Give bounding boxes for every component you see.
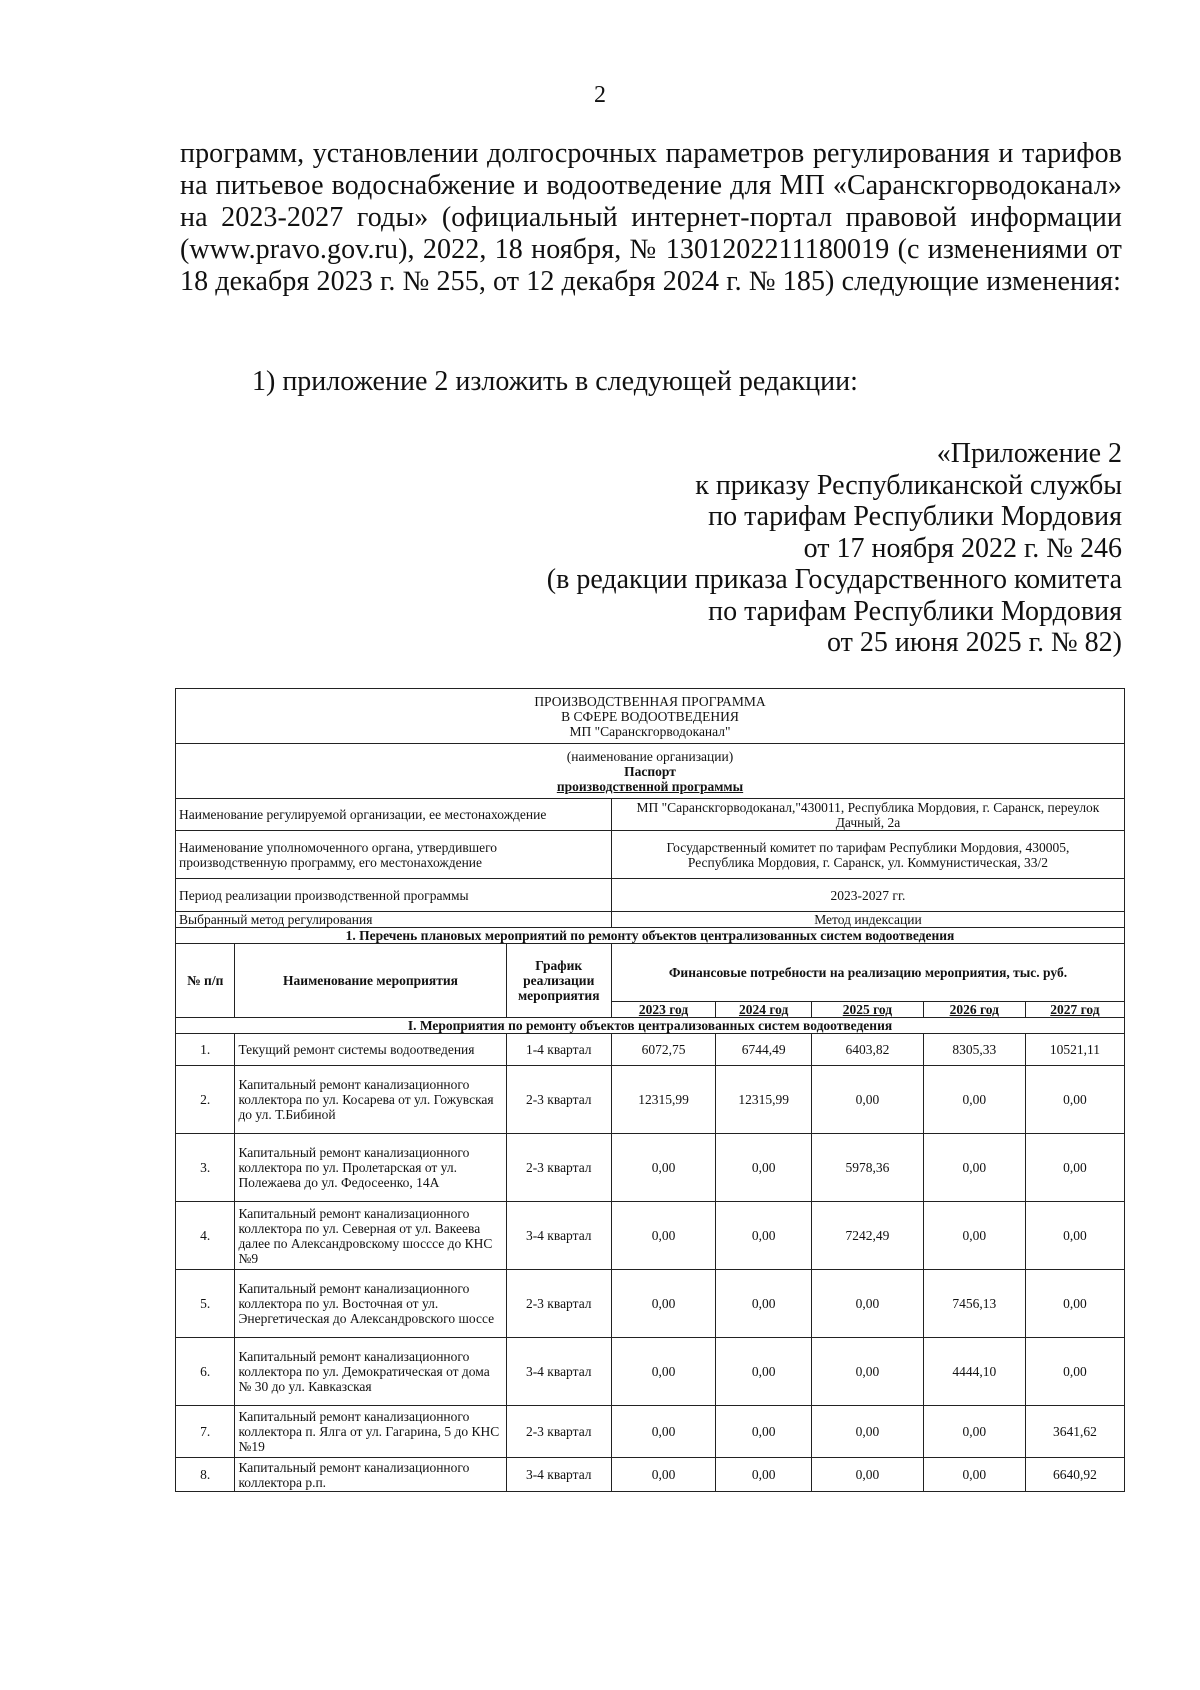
year-header: 2025 год [812,1002,924,1018]
row-num: 4. [176,1202,235,1270]
row-value-2026: 4444,10 [923,1338,1025,1406]
row-value-2023: 0,00 [611,1338,715,1406]
intro-line: на питьевое водоснабжение и водоотведение для МП «Саранскгорводоканал» [180,170,1122,201]
table-row [176,1458,1125,1492]
row-value-2023: 0,00 [611,1134,715,1202]
table-row [176,1066,1125,1134]
row-value-2025: 0,00 [812,1406,924,1458]
row-value-2024: 0,00 [716,1338,812,1406]
row-value-2025: 0,00 [812,1338,924,1406]
program-title-line: В СФЕРЕ ВОДООТВЕДЕНИЯ [561,708,739,724]
intro-line: (www.pravo.gov.ru), 2022, 18 ноября, № 1301202211180019 (с изменениями от [180,234,1122,265]
row-value-2025: 0,00 [812,1458,924,1492]
table-row [176,1034,1125,1066]
passport-title-line: производственной программы [556,778,744,794]
row-value-2023: 0,00 [611,1270,715,1338]
info-value: МП "Саранскгорводоканал,"430011, Республика Мордовия, г. Саранск, переулок Дачный, 2а [611,799,1124,831]
table-row [176,1202,1125,1270]
row-value-2027: 10521,11 [1025,1034,1124,1066]
row-name: Текущий ремонт системы водоотведения [235,1034,506,1066]
row-schedule: 3-4 квартал [506,1202,611,1270]
info-row [176,799,1125,831]
appendix-heading [460,438,1122,659]
row-value-2026: 0,00 [923,1202,1025,1270]
row-value-2027: 0,00 [1025,1270,1124,1338]
intro-paragraph [180,138,1122,298]
appendix-line: к приказу Республиканской службы [695,469,1122,501]
intro-line: на 2023-2027 годы» (официальный интернет-портал правовой информации [180,202,1122,233]
row-value-2026: 8305,33 [923,1034,1025,1066]
row-value-2025: 0,00 [812,1270,924,1338]
appendix-line: (в редакции приказа Государственного комитета [546,564,1122,595]
row-value-2025: 6403,82 [812,1034,924,1066]
subsection-title: I. Мероприятия по ремонту объектов централизованных систем водоотведения [176,1018,1125,1034]
row-num: 1. [176,1034,235,1066]
row-value-2025: 5978,36 [812,1134,924,1202]
col-header-schedule: График реализации мероприятия [506,944,611,1018]
info-label: Наименование регулируемой организации, ее местонахождение [176,799,612,831]
row-name: Капитальный ремонт канализационного коллектора по ул. Восточная от ул. Энергетическая до Александровского шоссе [235,1270,506,1338]
row-value-2023: 0,00 [611,1406,715,1458]
row-num: 8. [176,1458,235,1492]
info-row [176,912,1125,928]
passport-title [176,744,1125,799]
row-schedule: 2-3 квартал [506,1270,611,1338]
row-num: 5. [176,1270,235,1338]
row-value-2023: 0,00 [611,1202,715,1270]
col-header-name: Наименование мероприятия [235,944,506,1018]
info-row [176,831,1125,879]
row-value-2024: 0,00 [716,1406,812,1458]
info-value: 2023-2027 гг. [611,879,1124,912]
passport-title-row [176,744,1125,799]
info-label: Период реализации производственной программы [176,879,612,912]
row-value-2026: 0,00 [923,1406,1025,1458]
row-value-2023: 6072,75 [611,1034,715,1066]
info-row [176,879,1125,912]
info-label: Выбранный метод регулирования [176,912,612,928]
intro-line: изменения: [986,266,1122,297]
subsection-title-row [176,1018,1125,1034]
appendix-line: по тарифам Республики Мордовия [708,501,1122,532]
appendix-line: «Приложение 2 [936,438,1122,469]
row-schedule: 2-3 квартал [506,1406,611,1458]
row-value-2024: 6744,49 [716,1034,812,1066]
col-header-finance: Финансовые потребности на реализацию мероприятия, тыс. руб. [611,944,1124,1002]
row-num: 2. [176,1066,235,1134]
row-name: Капитальный ремонт канализационного коллектора р.п. [235,1458,506,1492]
column-header-row [176,944,1125,1002]
appendix-line: от 25 июня 2025 г. № 82) [827,627,1122,658]
row-name: Капитальный ремонт канализационного коллектора по ул. Пролетарская от ул. Полежаева до ул. Федосеенко, 14А [235,1134,506,1202]
row-num: 7. [176,1406,235,1458]
page-number: 2 [594,82,606,108]
row-value-2027: 6640,92 [1025,1458,1124,1492]
intro-line: 18 декабря 2023 г. № 255, от 12 декабря 2024 г. № 185) следующие [180,266,980,297]
row-value-2027: 0,00 [1025,1066,1124,1134]
row-name: Капитальный ремонт канализационного коллектора по ул. Косарева от ул. Гожувская до ул. Т.Бибиной [235,1066,506,1134]
row-value-2027: 0,00 [1025,1134,1124,1202]
program-title-line: ПРОИЗВОДСТВЕННАЯ ПРОГРАММА [534,693,766,709]
program-title-line: МП "Саранскгорводоканал" [569,723,731,739]
info-value: Государственный комитет по тарифам Республики Мордовия, 430005, Республика Мордовия, г. Саранск, ул. Коммунистическая, 33/2 [611,831,1124,879]
row-value-2025: 0,00 [812,1066,924,1134]
row-num: 6. [176,1338,235,1406]
intro-line: программ, установлении долгосрочных параметров регулирования и тарифов [180,138,1122,169]
table-row [176,1406,1125,1458]
appendix-line: по тарифам Республики Мордовия [708,595,1122,627]
row-value-2024: 0,00 [716,1134,812,1202]
row-value-2024: 0,00 [716,1202,812,1270]
info-value: Метод индексации [611,912,1124,928]
passport-title-line: Паспорт [624,763,676,779]
col-header-num: № п/п [176,944,235,1018]
row-schedule: 3-4 квартал [506,1458,611,1492]
row-value-2026: 7456,13 [923,1270,1025,1338]
production-program-table [175,688,1125,1492]
row-num: 3. [176,1134,235,1202]
year-header: 2027 год [1025,1002,1124,1018]
row-name: Капитальный ремонт канализационного коллектора по ул. Северная от ул. Вакеева далее по Александровскому шосссе до КНС №9 [235,1202,506,1270]
row-schedule: 3-4 квартал [506,1338,611,1406]
row-value-2023: 12315,99 [611,1066,715,1134]
row-schedule: 1-4 квартал [506,1034,611,1066]
table-row [176,1134,1125,1202]
appendix-line: от 17 ноября 2022 г. № 246 [803,532,1122,564]
table-row [176,1270,1125,1338]
year-header: 2024 год [716,1002,812,1018]
row-value-2026: 0,00 [923,1134,1025,1202]
row-value-2027: 0,00 [1025,1338,1124,1406]
row-value-2024: 12315,99 [716,1066,812,1134]
info-label: Наименование уполномоченного органа, утвердившего производственную программу, его местонахождение [176,831,612,879]
row-value-2024: 0,00 [716,1458,812,1492]
row-value-2024: 0,00 [716,1270,812,1338]
program-title [176,689,1125,744]
row-name: Капитальный ремонт канализационного коллектора по ул. Демократическая от дома № 30 до ул. Кавказская [235,1338,506,1406]
program-title-row [176,689,1125,744]
row-value-2023: 0,00 [611,1458,715,1492]
row-schedule: 2-3 квартал [506,1134,611,1202]
table-row [176,1338,1125,1406]
row-schedule: 2-3 квартал [506,1066,611,1134]
row-value-2027: 0,00 [1025,1202,1124,1270]
row-value-2026: 0,00 [923,1458,1025,1492]
row-value-2026: 0,00 [923,1066,1025,1134]
amendment-item-1: 1) приложение 2 изложить в следующей редакции: [252,366,858,397]
year-header: 2026 год [923,1002,1025,1018]
row-name: Капитальный ремонт канализационного коллектора п. Ялга от ул. Гагарина, 5 до КНС №19 [235,1406,506,1458]
year-header: 2023 год [611,1002,715,1018]
section-title: 1. Перечень плановых мероприятий по ремонту объектов централизованных систем водоотведения [176,928,1125,944]
row-value-2025: 7242,49 [812,1202,924,1270]
org-name-note: (наименование организации) [566,748,734,764]
row-value-2027: 3641,62 [1025,1406,1124,1458]
section-title-row [176,928,1125,944]
